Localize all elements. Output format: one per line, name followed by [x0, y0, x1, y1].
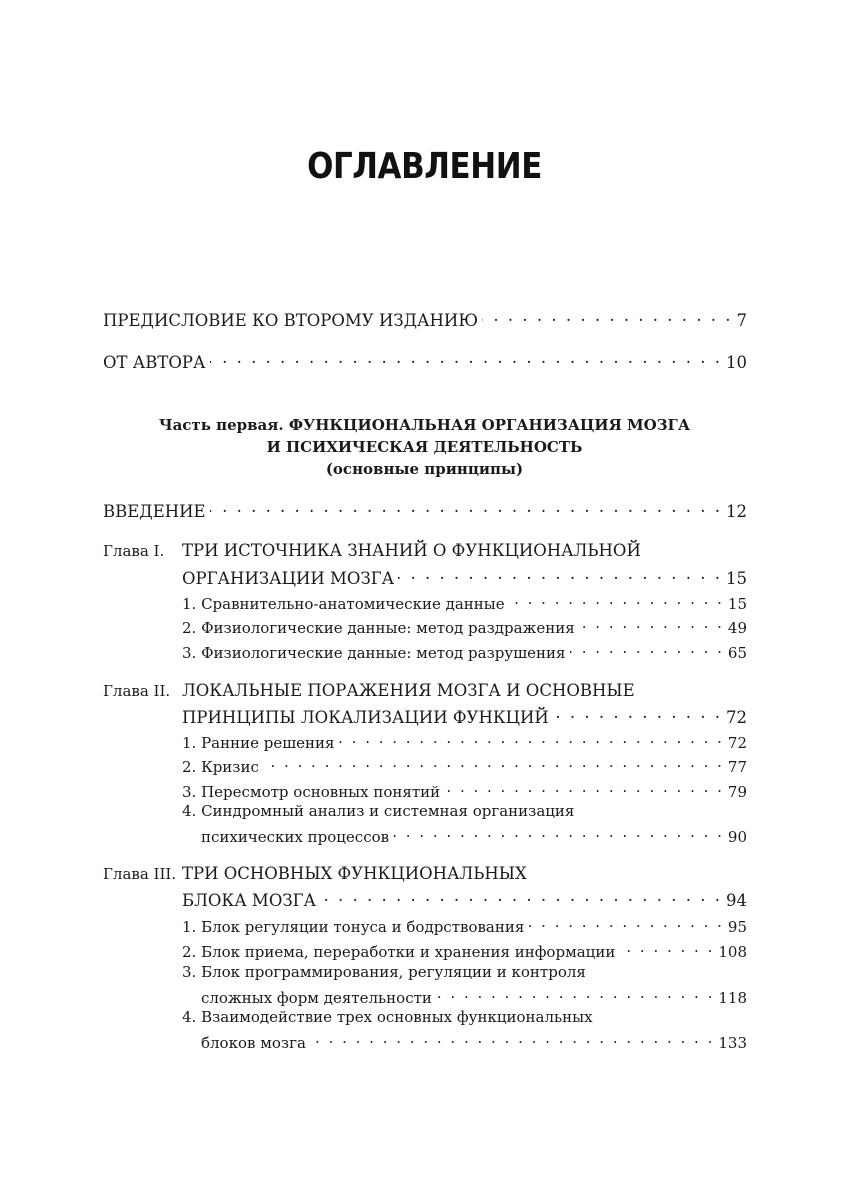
part-title-line2: И ПСИХИЧЕСКАЯ ДЕЯТЕЛЬНОСТЬ: [266, 438, 583, 456]
toc-page-number: 65: [727, 644, 747, 662]
toc-page-number: 77: [727, 758, 747, 776]
chapter-label: Глава II.: [103, 682, 171, 700]
dot-leader: [310, 1028, 714, 1048]
part-prefix: Часть первая.: [158, 416, 284, 434]
section-text: 2. Блок приема, переработки и хранения информации: [182, 943, 616, 961]
toc-entry-section[interactable]: [201, 1028, 747, 1053]
page-title: ОГЛАВЛЕНИЕ: [307, 146, 542, 187]
dot-leader: [393, 822, 724, 842]
section-text: 2. Кризис: [182, 758, 259, 776]
toc-entry-section[interactable]: [201, 983, 747, 1008]
dot-leader: [210, 348, 722, 368]
section-text-line1[interactable]: 4. Синдромный анализ и системная организация: [182, 802, 575, 820]
dot-leader: [528, 912, 724, 932]
section-text: 1. Блок регуляции тонуса и бодрствования: [182, 918, 525, 936]
toc-page-number: 7: [736, 311, 747, 330]
toc-entry-section[interactable]: [201, 822, 747, 847]
dot-leader: [553, 703, 722, 723]
toc-entry-chapter-2[interactable]: [182, 703, 747, 728]
section-text: 1. Ранние решения: [182, 734, 335, 752]
chapter-title-line2: ПРИНЦИПЫ ЛОКАЛИЗАЦИИ ФУНКЦИЙ: [182, 708, 549, 727]
toc-page-number: 79: [727, 783, 747, 801]
toc-entry-section[interactable]: [182, 937, 747, 962]
section-text-line1[interactable]: 3. Блок программирования, регуляции и контроля: [182, 963, 586, 981]
toc-entry-chapter-1[interactable]: [182, 564, 747, 589]
dot-leader: [482, 306, 732, 326]
toc-page-number: 72: [727, 734, 747, 752]
chapter-label: Глава III.: [103, 865, 177, 883]
section-text: блоков мозга: [201, 1034, 306, 1052]
dot-leader: [579, 613, 724, 633]
dot-leader: [619, 937, 714, 957]
chapter-title-line1[interactable]: ТРИ ИСТОЧНИКА ЗНАНИЙ О ФУНКЦИОНАЛЬНОЙ: [182, 541, 641, 560]
toc-entry-section[interactable]: [182, 613, 747, 638]
dot-leader: [398, 564, 722, 584]
toc-entry-section[interactable]: [182, 728, 747, 753]
part-heading: [0, 414, 849, 480]
toc-page-number: 133: [718, 1034, 747, 1052]
chapter-title-line2: БЛОКА МОЗГА: [182, 891, 317, 910]
chapter-title-line2: ОРГАНИЗАЦИИ МОЗГА: [182, 569, 395, 588]
toc-entry-text: ВВЕДЕНИЕ: [103, 502, 206, 521]
toc-entry-section[interactable]: [182, 638, 747, 663]
chapter-label: Глава I.: [103, 542, 165, 560]
toc-page-number: 15: [727, 595, 747, 613]
toc-page-number: 15: [726, 569, 747, 588]
toc-page-number: 95: [727, 918, 747, 936]
part-heading-line1: [0, 414, 849, 436]
toc-entry-author[interactable]: [103, 348, 747, 373]
toc-page-number: 72: [726, 708, 747, 727]
dot-leader: [320, 886, 722, 906]
chapter-title-line1[interactable]: ЛОКАЛЬНЫЕ ПОРАЖЕНИЯ МОЗГА И ОСНОВНЫЕ: [182, 681, 635, 700]
toc-entry-section[interactable]: [182, 589, 747, 614]
dot-leader: [509, 589, 724, 609]
dot-leader: [436, 983, 714, 1003]
toc-page-number: 94: [726, 891, 747, 910]
toc-page-number: 10: [726, 353, 747, 372]
toc-entry-introduction[interactable]: [103, 497, 747, 522]
section-text: 3. Физиологические данные: метод разрушения: [182, 644, 566, 662]
section-text-line1[interactable]: 4. Взаимодействие трех основных функциональных: [182, 1008, 593, 1026]
toc-entry-preface[interactable]: [103, 306, 747, 331]
part-subtitle: (основные принципы): [325, 460, 524, 478]
dot-leader: [339, 728, 724, 748]
toc-page-number: 90: [727, 828, 747, 846]
toc-page-number: 49: [727, 619, 747, 637]
dot-leader: [210, 497, 722, 517]
toc-entry-text: ПРЕДИСЛОВИЕ КО ВТОРОМУ ИЗДАНИЮ: [103, 311, 479, 330]
part-title-line1: ФУНКЦИОНАЛЬНАЯ ОРГАНИЗАЦИЯ МОЗГА: [288, 416, 691, 434]
section-text: сложных форм деятельности: [201, 989, 432, 1007]
toc-page-number: 118: [718, 989, 747, 1007]
toc-entry-section[interactable]: [182, 777, 747, 802]
section-text: психических процессов: [201, 828, 390, 846]
toc-entry-chapter-3[interactable]: [182, 886, 747, 911]
toc-page-number: 12: [726, 502, 747, 521]
dot-leader: [444, 777, 724, 797]
toc-entry-section[interactable]: [182, 912, 747, 937]
toc-entry-section[interactable]: [182, 752, 747, 777]
chapter-title-line1[interactable]: ТРИ ОСНОВНЫХ ФУНКЦИОНАЛЬНЫХ: [182, 864, 527, 883]
toc-entry-text: ОТ АВТОРА: [103, 353, 206, 372]
toc-page-number: 108: [718, 943, 747, 961]
section-text: 1. Сравнительно-анатомические данные: [182, 595, 505, 613]
section-text: 3. Пересмотр основных понятий: [182, 783, 441, 801]
section-text: 2. Физиологические данные: метод раздражения: [182, 619, 575, 637]
dot-leader: [570, 638, 724, 658]
dot-leader: [263, 752, 724, 772]
